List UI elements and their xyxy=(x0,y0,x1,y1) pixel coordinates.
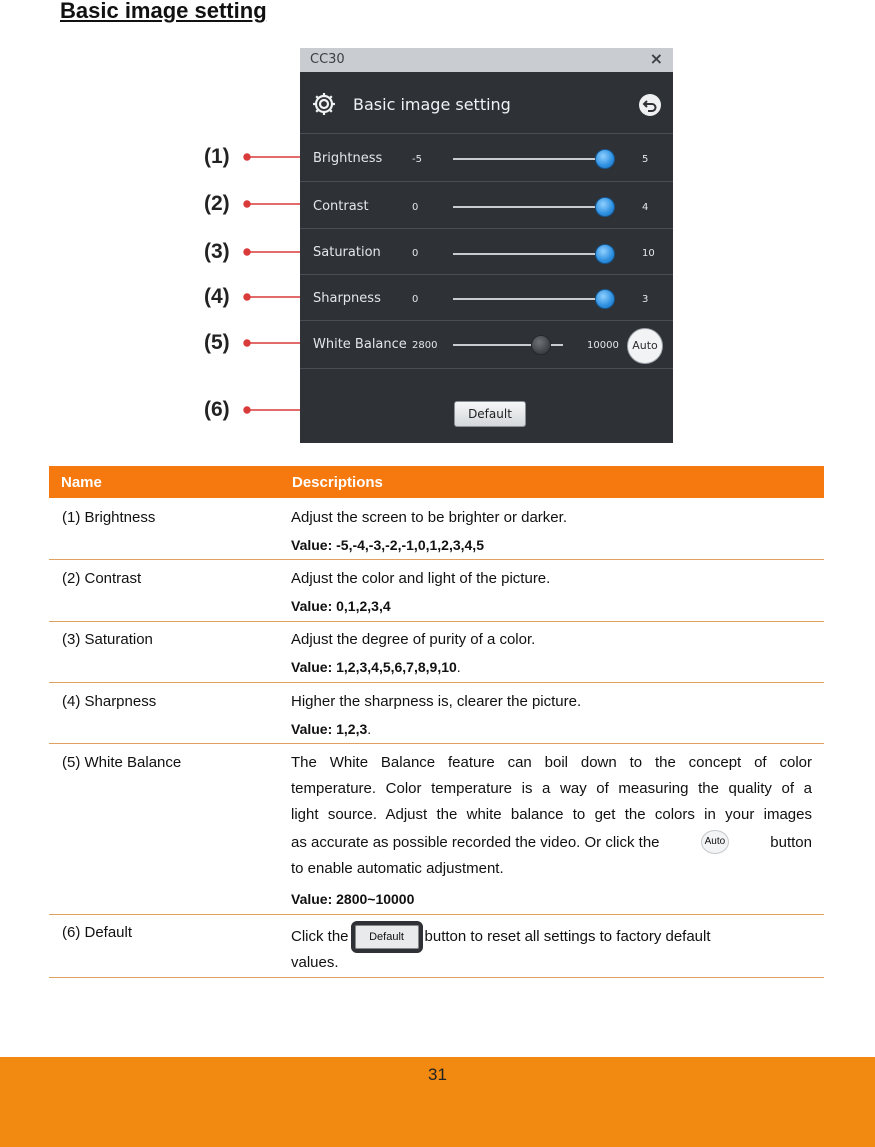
callout-2: (2) xyxy=(204,192,230,215)
contrast-label: Contrast xyxy=(313,199,369,214)
row-description: Adjust the color and light of the picture. xyxy=(291,570,551,587)
page-number: 31 xyxy=(428,1065,447,1084)
row-value xyxy=(291,721,371,737)
default-button[interactable]: Default xyxy=(454,401,526,427)
brightness-slider-knob[interactable] xyxy=(595,149,615,169)
wb-line-4-text: as accurate as possible recorded the video. Or click the xyxy=(291,833,660,851)
contrast-min: 0 xyxy=(412,202,419,213)
row-divider xyxy=(300,181,673,182)
sharpness-min: 0 xyxy=(412,294,419,305)
brightness-max: 5 xyxy=(642,154,649,165)
row-name: (1) Brightness xyxy=(62,509,156,526)
wb-line-1: The White Balance feature can boil down to the concept of color xyxy=(291,754,812,771)
contrast-slider[interactable] xyxy=(453,206,605,208)
gear-icon xyxy=(311,91,337,117)
wb-line-2: temperature. Color temperature is a way of measuring the quality of a xyxy=(291,780,812,797)
row-description: Adjust the screen to be brighter or darker. xyxy=(291,509,567,526)
row-value xyxy=(291,659,461,675)
saturation-label: Saturation xyxy=(313,245,381,260)
row-description: Higher the sharpness is, clearer the picture. xyxy=(291,693,582,710)
brightness-label: Brightness xyxy=(313,151,383,166)
row-name: (6) Default xyxy=(62,924,133,941)
row-divider xyxy=(300,368,673,369)
window-title: CC30 xyxy=(310,52,345,67)
saturation-slider[interactable] xyxy=(453,253,605,255)
brightness-min: -5 xyxy=(412,154,422,165)
settings-panel xyxy=(300,48,673,443)
default-text-pre: Click the xyxy=(291,927,349,945)
row-value: Value: -5,-4,-3,-2,-1,0,1,2,3,4,5 xyxy=(291,537,484,553)
callout-6: (6) xyxy=(204,398,230,421)
sharpness-slider-knob[interactable] xyxy=(595,289,615,309)
brightness-slider[interactable] xyxy=(453,158,605,160)
white-balance-slider-knob[interactable] xyxy=(531,335,551,355)
row-value-text: Value: 1,2,3,4,5,6,7,8,9,10 xyxy=(291,659,457,675)
row-value-suffix: . xyxy=(367,721,372,737)
header-descriptions: Descriptions xyxy=(292,474,383,491)
default-button-image: Default xyxy=(355,925,419,949)
window-titlebar xyxy=(300,48,673,72)
white-balance-label: White Balance xyxy=(313,337,407,352)
row-rule xyxy=(49,682,824,683)
page-footer xyxy=(0,1057,875,1147)
table-header xyxy=(49,466,824,498)
row-divider xyxy=(300,228,673,229)
wb-line-4 xyxy=(291,830,812,854)
row-rule xyxy=(49,914,824,915)
row-rule xyxy=(49,743,824,744)
back-arrow-icon[interactable] xyxy=(639,94,661,116)
row-rule xyxy=(49,559,824,560)
contrast-slider-knob[interactable] xyxy=(595,197,615,217)
row-divider xyxy=(300,274,673,275)
row-rule xyxy=(49,977,824,978)
saturation-slider-knob[interactable] xyxy=(595,244,615,264)
callout-3: (3) xyxy=(204,240,230,263)
contrast-max: 4 xyxy=(642,202,649,213)
close-icon[interactable]: × xyxy=(649,49,663,68)
section-heading: Basic image setting xyxy=(60,0,267,23)
saturation-max: 10 xyxy=(642,248,655,259)
white-balance-max: 10000 xyxy=(587,340,619,351)
callout-4: (4) xyxy=(204,285,230,308)
sharpness-label: Sharpness xyxy=(313,291,381,306)
sharpness-slider[interactable] xyxy=(453,298,605,300)
panel-title: Basic image setting xyxy=(353,95,511,114)
wb-line-4-end: button xyxy=(770,833,812,851)
white-balance-slider[interactable] xyxy=(453,344,563,346)
row-value: Value: 2800~10000 xyxy=(291,891,415,907)
row-value-text: Value: 1,2,3 xyxy=(291,721,368,737)
callout-5: (5) xyxy=(204,331,230,354)
wb-line-5: to enable automatic adjustment. xyxy=(291,860,504,877)
row-rule xyxy=(49,621,824,622)
auto-button[interactable]: Auto xyxy=(627,328,663,364)
wb-line-3: light source. Adjust the white balance to get the colors in your images xyxy=(291,806,812,823)
row-value: Value: 0,1,2,3,4 xyxy=(291,598,391,614)
header-name: Name xyxy=(61,474,102,491)
row-name: (4) Sharpness xyxy=(62,693,157,710)
panel-divider xyxy=(300,133,673,134)
callout-1: (1) xyxy=(204,145,230,168)
row-name: (3) Saturation xyxy=(62,631,153,648)
default-text-post: button to reset all settings to factory default xyxy=(424,927,711,945)
row-description-line-2: values. xyxy=(291,954,339,971)
row-description xyxy=(291,925,711,949)
sharpness-max: 3 xyxy=(642,294,649,305)
row-divider xyxy=(300,320,673,321)
row-value-suffix: . xyxy=(456,659,461,675)
white-balance-min: 2800 xyxy=(412,340,438,351)
row-name: (5) White Balance xyxy=(62,754,182,771)
row-name: (2) Contrast xyxy=(62,570,142,587)
saturation-min: 0 xyxy=(412,248,419,259)
row-description: Adjust the degree of purity of a color. xyxy=(291,631,536,648)
auto-button-image: Auto xyxy=(701,830,729,854)
